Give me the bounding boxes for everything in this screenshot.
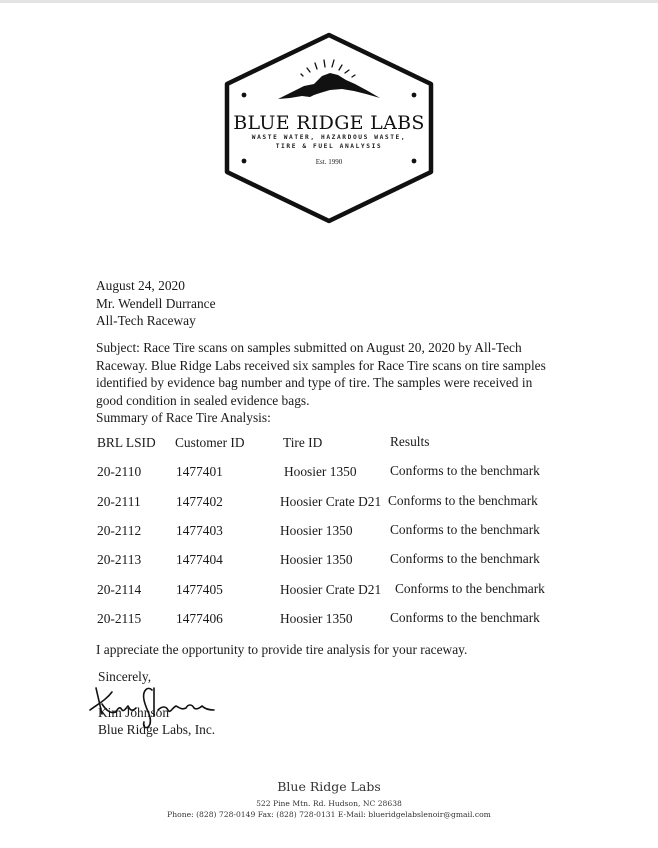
- page-top-edge: [0, 0, 658, 3]
- recipient-organization: All-Tech Raceway: [96, 313, 196, 328]
- cell-customer-id: 1477404: [176, 552, 223, 567]
- summary-heading: Summary of Race Tire Analysis:: [96, 410, 271, 425]
- subject-paragraph: Subject: Race Tire scans on samples submitted on August 20, 2020 by All-Tech Raceway. Blue Ridge Labs received six samples for Race Tire scans on tire samples identified by evidence bag number and type of tire. The samples were received in good condition in sealed evidence bags.: [96, 340, 546, 408]
- cell-result: Conforms to the benchmark: [395, 581, 545, 596]
- cell-lsid: 20-2110: [97, 464, 142, 479]
- header-brl-lsid: BRL LSID: [97, 435, 156, 450]
- cell-result: Conforms to the benchmark: [390, 463, 540, 478]
- footer-address: 522 Pine Mtn. Rd. Hudson, NC 28638: [256, 799, 402, 808]
- cell-tire-id: Hoosier 1350: [280, 611, 353, 626]
- recipient-name: Mr. Wendell Durrance: [96, 295, 216, 311]
- cell-customer-id: 1477403: [176, 523, 223, 538]
- cell-lsid: 20-2114: [97, 582, 142, 597]
- logo-subtitle-line1: WASTE WATER, HAZARDOUS WASTE,: [251, 134, 407, 141]
- cell-tire-id: Hoosier 1350: [280, 552, 353, 567]
- cell-result: Conforms to the benchmark: [390, 522, 540, 537]
- letter-date: August 24, 2020: [96, 278, 185, 293]
- cell-lsid: 20-2115: [97, 611, 142, 626]
- cell-tire-id: Hoosier Crate D21: [280, 582, 382, 597]
- cell-customer-id: 1477401: [176, 464, 223, 479]
- signer-organization: Blue Ridge Labs, Inc.: [98, 722, 216, 737]
- salutation: Sincerely,: [98, 669, 152, 684]
- cell-customer-id: 1477406: [176, 611, 223, 626]
- logo-subtitle-line2: TIRE & FUEL ANALYSIS: [275, 143, 383, 150]
- logo-established: Est. 1990: [315, 158, 343, 166]
- cell-tire-id: Hoosier 1350: [280, 523, 353, 538]
- cell-tire-id: Hoosier Crate D21: [280, 494, 382, 509]
- cell-lsid: 20-2111: [97, 494, 141, 509]
- cell-result: Conforms to the benchmark: [390, 551, 540, 566]
- company-logo: [218, 32, 440, 224]
- header-tire-id: Tire ID: [283, 435, 323, 450]
- footer-company: Blue Ridge Labs: [277, 779, 381, 794]
- cell-lsid: 20-2113: [97, 552, 142, 567]
- header-results: Results: [390, 434, 430, 449]
- closing-sentence: I appreciate the opportunity to provide tire analysis for your raceway.: [96, 642, 468, 657]
- cell-result: Conforms to the benchmark: [388, 493, 538, 508]
- cell-result: Conforms to the benchmark: [390, 610, 540, 625]
- header-customer-id: Customer ID: [175, 435, 245, 450]
- logo-title: BLUE RIDGE LABS: [233, 112, 425, 134]
- signer-name: Kim Johnson: [98, 704, 170, 720]
- footer-contact: Phone: (828) 728-0149 Fax: (828) 728-0131 E-Mail: blueridgelabslenoir@gmail.com: [167, 810, 491, 819]
- cell-tire-id: Hoosier 1350: [284, 464, 357, 479]
- cell-customer-id: 1477405: [176, 582, 223, 597]
- address-block: [96, 277, 216, 330]
- handwritten-signature-icon: [88, 680, 228, 732]
- cell-customer-id: 1477402: [176, 494, 223, 509]
- cell-lsid: 20-2112: [97, 523, 142, 538]
